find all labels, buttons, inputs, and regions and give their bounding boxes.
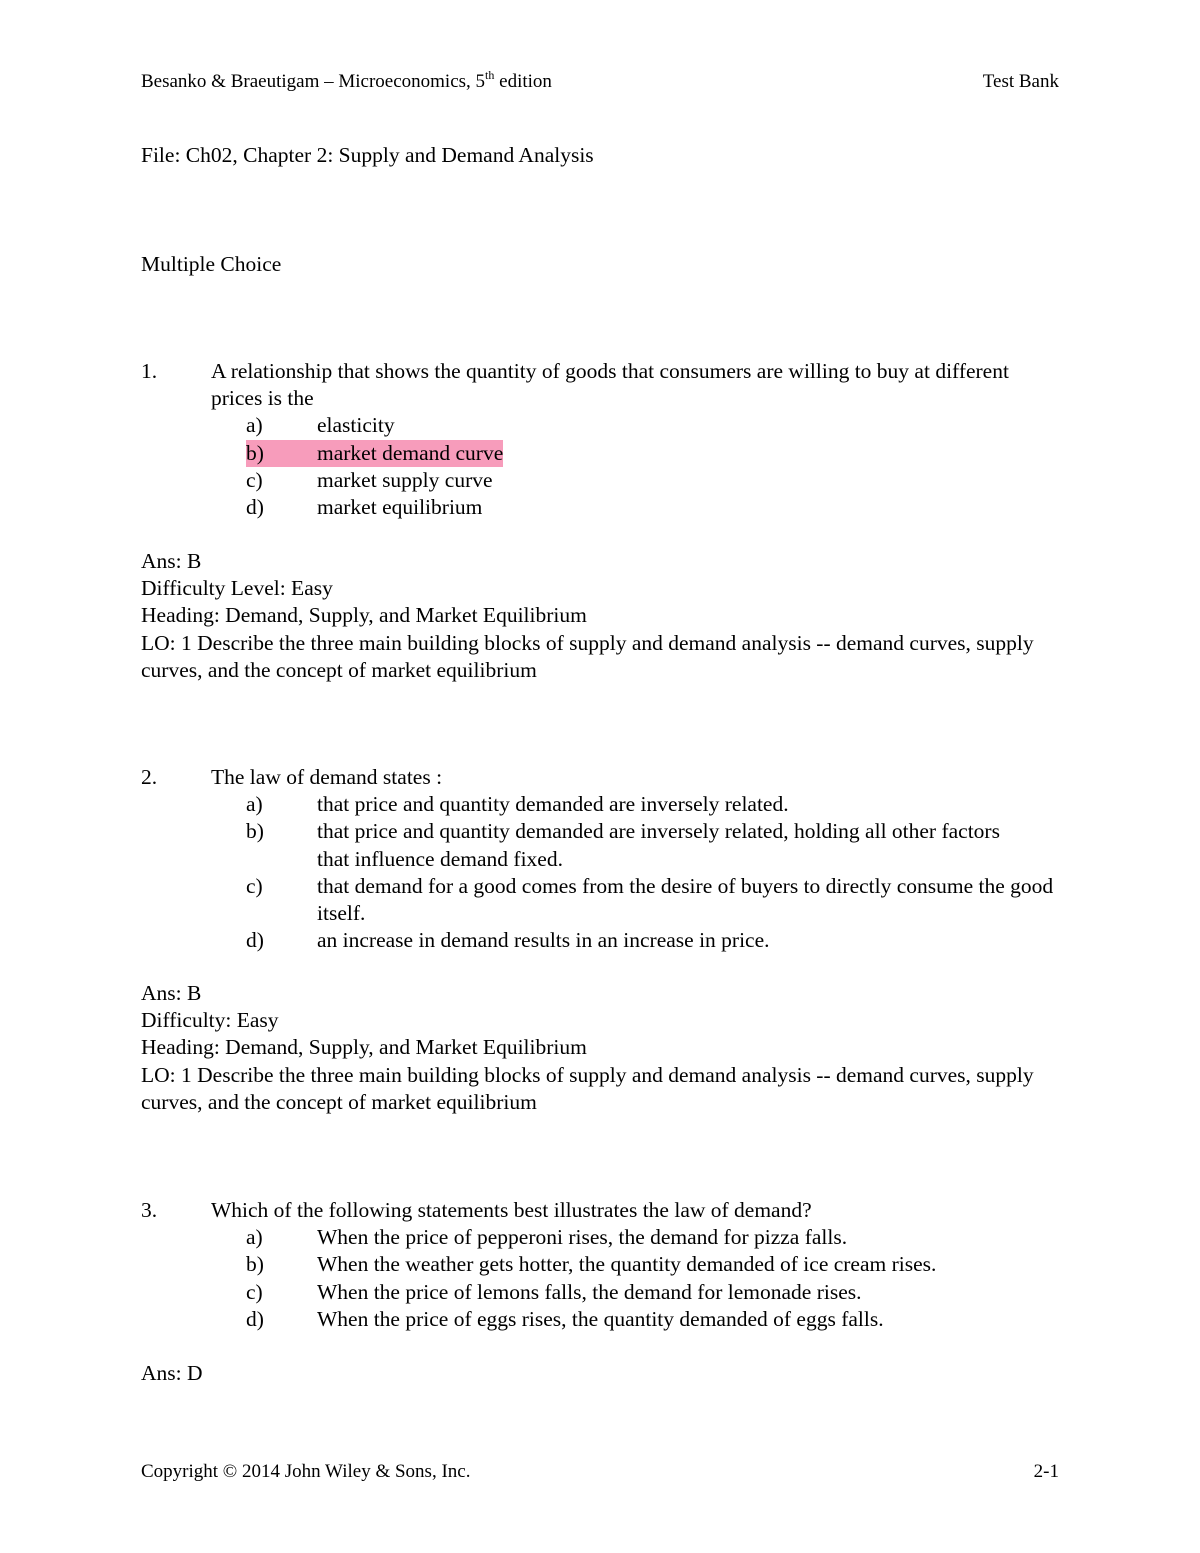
- option-b: b) that price and quantity demanded are inversely related, holding all other factors that influence demand fixed.: [246, 819, 1000, 871]
- question-1: [141, 358, 1059, 521]
- learning-objective: LO: 1 Describe the three main building blocks of supply and demand analysis -- demand curves, supply curves, and the concept of market equilibrium: [141, 630, 1034, 682]
- copyright: Copyright © 2014 John Wiley & Sons, Inc.: [141, 1461, 471, 1482]
- question-2: [141, 764, 1059, 954]
- question-3: [141, 1197, 1059, 1333]
- option-d: d) market equilibrium: [246, 495, 483, 520]
- question-number: 2.: [141, 765, 158, 789]
- option-a: a) that price and quantity demanded are inversely related.: [246, 792, 789, 817]
- difficulty: Difficulty: Easy: [141, 1008, 279, 1033]
- question-1-meta: [141, 548, 1059, 684]
- answer: Ans: D: [141, 1361, 203, 1385]
- header-book-title: Besanko & Braeutigam – Microeconomics, 5th edition: [141, 67, 552, 92]
- answer: Ans: B: [141, 549, 202, 573]
- page-header: [141, 67, 1059, 93]
- option-b: b) When the weather gets hotter, the quantity demanded of ice cream rises.: [246, 1252, 937, 1277]
- section-title: Multiple Choice: [141, 252, 282, 276]
- heading: Heading: Demand, Supply, and Market Equilibrium: [141, 603, 587, 628]
- page-number: 2-1: [1033, 1461, 1059, 1482]
- question-text: The law of demand states :: [211, 765, 443, 789]
- option-d: d) an increase in demand results in an increase in price.: [246, 928, 770, 953]
- option-c: c) When the price of lemons falls, the demand for lemonade rises.: [246, 1279, 862, 1304]
- heading: Heading: Demand, Supply, and Market Equilibrium: [141, 1035, 587, 1060]
- answer: Ans: B: [141, 981, 202, 1005]
- learning-objective: LO: 1 Describe the three main building blocks of supply and demand analysis -- demand curves, supply curves, and the concept of market equilibrium: [141, 1062, 1034, 1114]
- option-d: d) When the price of eggs rises, the quantity demanded of eggs falls.: [246, 1306, 884, 1331]
- answer-highlight: b) market demand curve: [246, 440, 503, 467]
- question-2-meta: [141, 980, 1059, 1116]
- option-a: a) elasticity: [246, 413, 395, 438]
- question-number: 1.: [141, 359, 158, 383]
- header-test-bank: Test Bank: [982, 71, 1059, 92]
- difficulty: Difficulty Level: Easy: [141, 576, 333, 601]
- question-3-meta: [141, 1360, 1059, 1387]
- option-b-highlighted: [246, 440, 1059, 467]
- option-c: c) market supply curve: [246, 467, 493, 492]
- question-text: A relationship that shows the quantity of goods that consumers are willing to buy at different prices is the: [211, 359, 1009, 411]
- question-text: Which of the following statements best illustrates the law of demand?: [211, 1198, 812, 1222]
- option-c: c) that demand for a good comes from the desire of buyers to directly consume the good itself.: [246, 873, 1054, 926]
- question-number: 3.: [141, 1198, 158, 1222]
- option-a: a) When the price of pepperoni rises, the demand for pizza falls.: [246, 1225, 848, 1250]
- file-title: File: Ch02, Chapter 2: Supply and Demand Analysis: [141, 143, 594, 167]
- page-footer: [141, 1461, 1059, 1483]
